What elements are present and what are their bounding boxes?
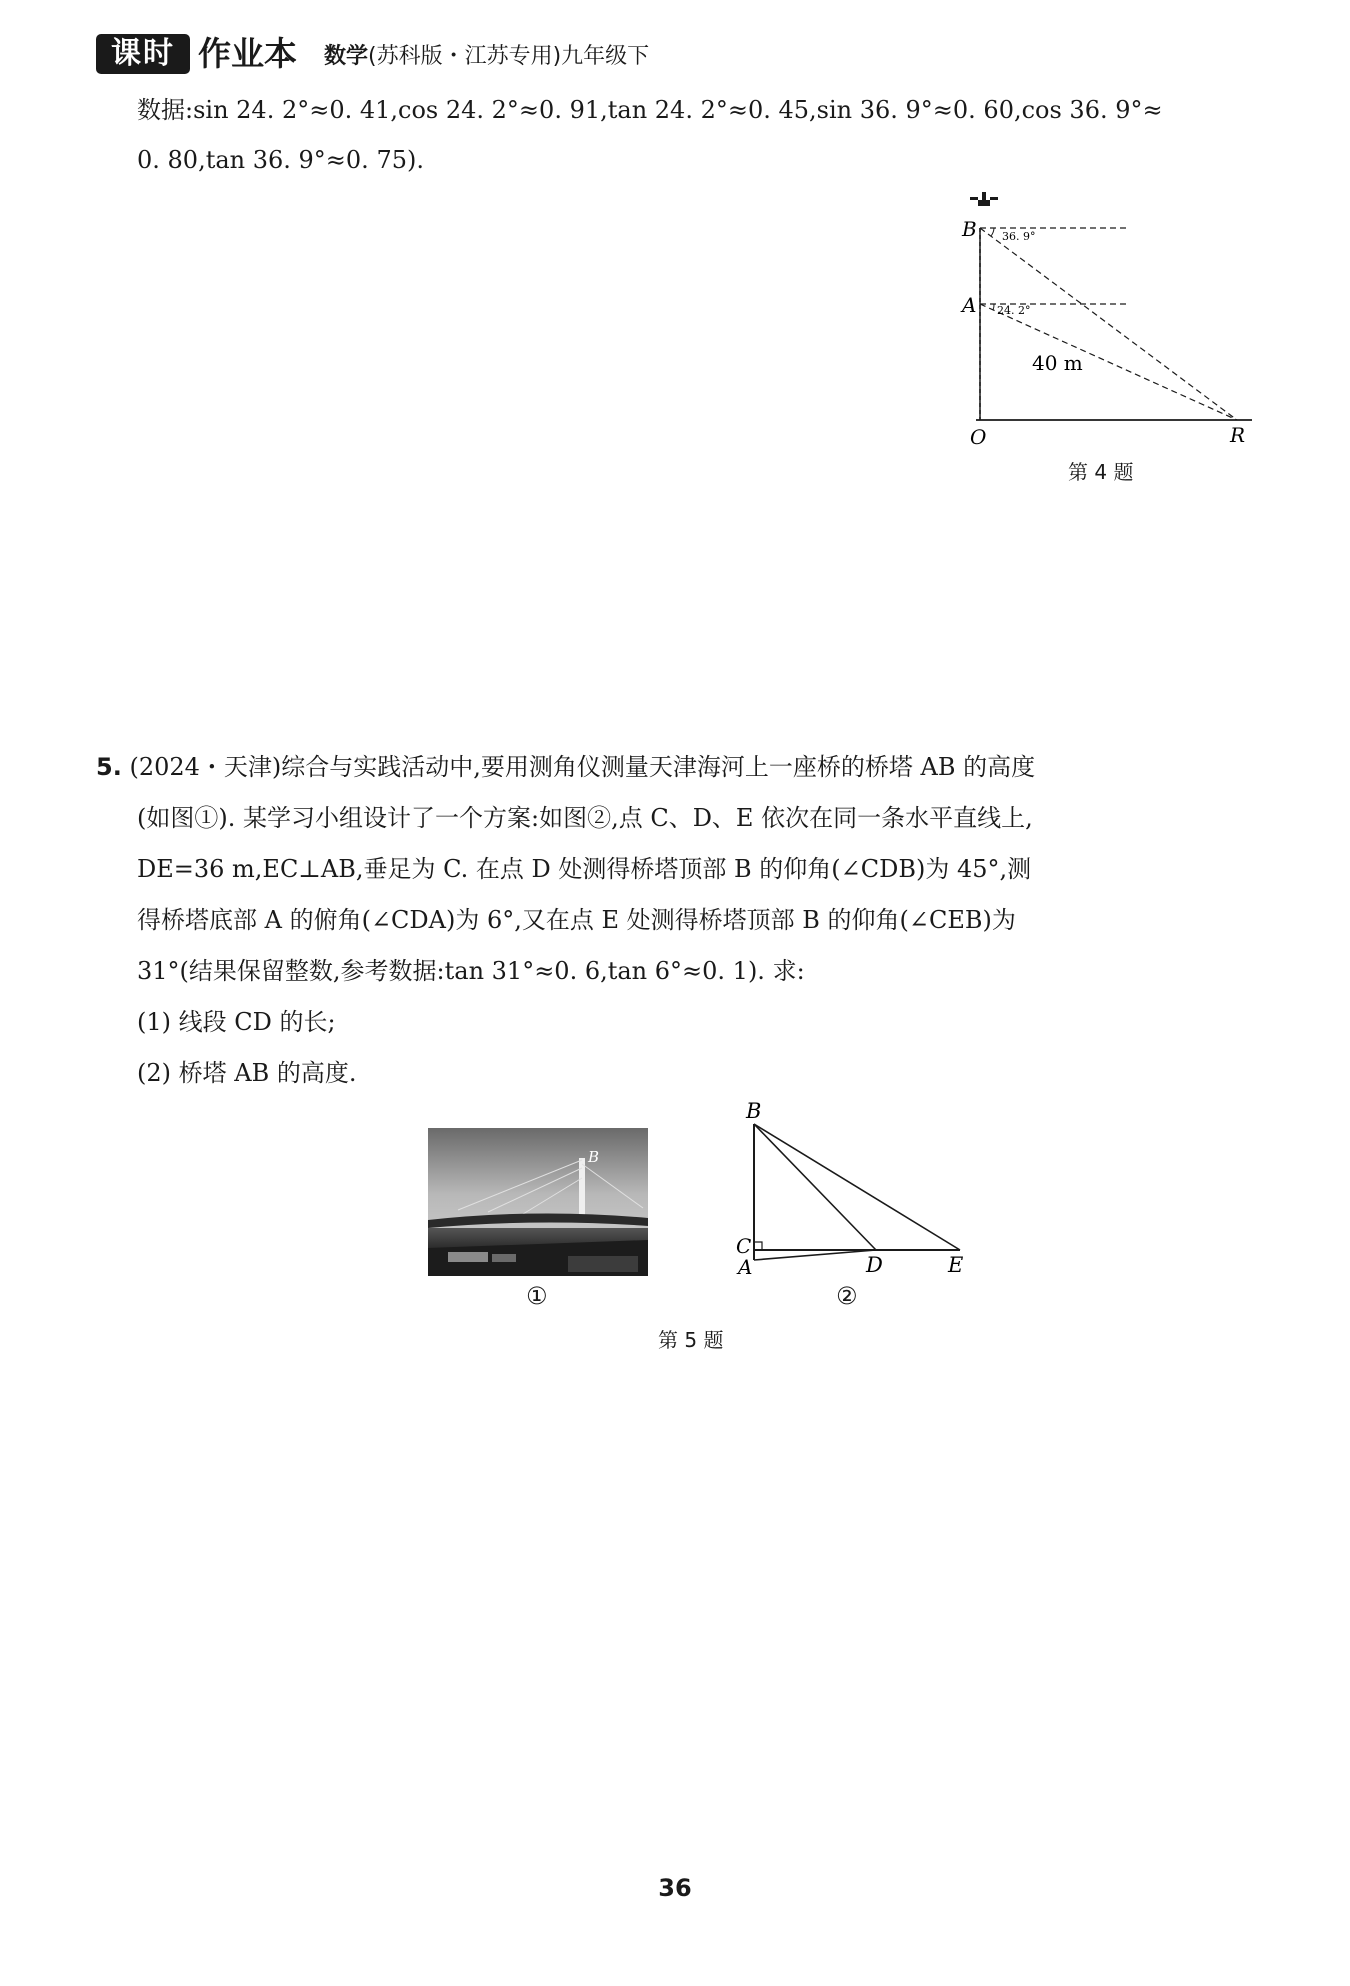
drone-icon (970, 192, 998, 206)
diagram-label-c: C (736, 1234, 752, 1258)
brand-logo: 课时 (96, 34, 190, 74)
bridge-photo (428, 1128, 648, 1276)
q5-sub-2: (2) 桥塔 AB 的高度. (137, 1059, 357, 1087)
q5-line-1-text: (2024・天津)综合与实践活动中,要用测角仪测量天津海河上一座桥的桥塔 AB 的高度 (129, 753, 1036, 781)
q4-distance: 40 m (1032, 351, 1083, 375)
q4-data-line-2: 0. 80,tan 36. 9°≈0. 75). (137, 146, 424, 174)
q5-sub-1: (1) 线段 CD 的长; (137, 1008, 336, 1036)
subject-edition: (苏科版・江苏专用)九年级下 (368, 44, 650, 69)
diagram-label-e: E (948, 1253, 964, 1277)
diagram-marker: ② (836, 1282, 858, 1310)
book-subject (324, 40, 649, 74)
subject-name: 数学 (324, 44, 369, 69)
diagram-label-a: A (738, 1255, 753, 1279)
q4-angle-a: 24. 2° (997, 304, 1031, 317)
q5-line-1 (96, 750, 1035, 784)
q5-number: 5. (96, 753, 122, 781)
q5-caption: 第 5 题 (658, 1328, 724, 1352)
q5-line-5: 31°(结果保留整数,参考数据:tan 31°≈0. 6,tan 6°≈0. 1). 求: (137, 957, 805, 985)
photo-marker: ① (526, 1282, 548, 1310)
brand-name: 作业本 (198, 34, 297, 73)
q4-angle-b: 36. 9° (1002, 230, 1036, 243)
page-header (96, 30, 1276, 80)
q5-line-3: DE=36 m,EC⊥AB,垂足为 C. 在点 D 处测得桥塔顶部 B 的仰角(∠CDB)为 45°,测 (137, 855, 1032, 883)
page-number: 36 (658, 1874, 692, 1902)
q4-label-o: O (970, 425, 987, 449)
q4-label-a: A (962, 293, 977, 317)
q4-label-b: B (962, 217, 977, 241)
diagram-label-b: B (746, 1100, 762, 1123)
q4-data-line-1: 数据:sin 24. 2°≈0. 41,cos 24. 2°≈0. 91,tan 24. 2°≈0. 45,sin 36. 9°≈0. 60,cos 36. 9°≈ (137, 96, 1163, 124)
photo-label-b: B (588, 1148, 600, 1166)
q4-figure (950, 188, 1270, 458)
q4-label-r: R (1230, 423, 1246, 447)
q5-line-2: (如图①). 某学习小组设计了一个方案:如图②,点 C、D、E 依次在同一条水平直线上, (137, 804, 1033, 832)
q4-caption: 第 4 题 (1068, 460, 1134, 484)
diagram-label-d: D (866, 1253, 883, 1277)
q5-diagram (730, 1100, 980, 1285)
q5-line-4: 得桥塔底部 A 的俯角(∠CDA)为 6°,又在点 E 处测得桥塔顶部 B 的仰角(∠CEB)为 (137, 906, 1016, 934)
